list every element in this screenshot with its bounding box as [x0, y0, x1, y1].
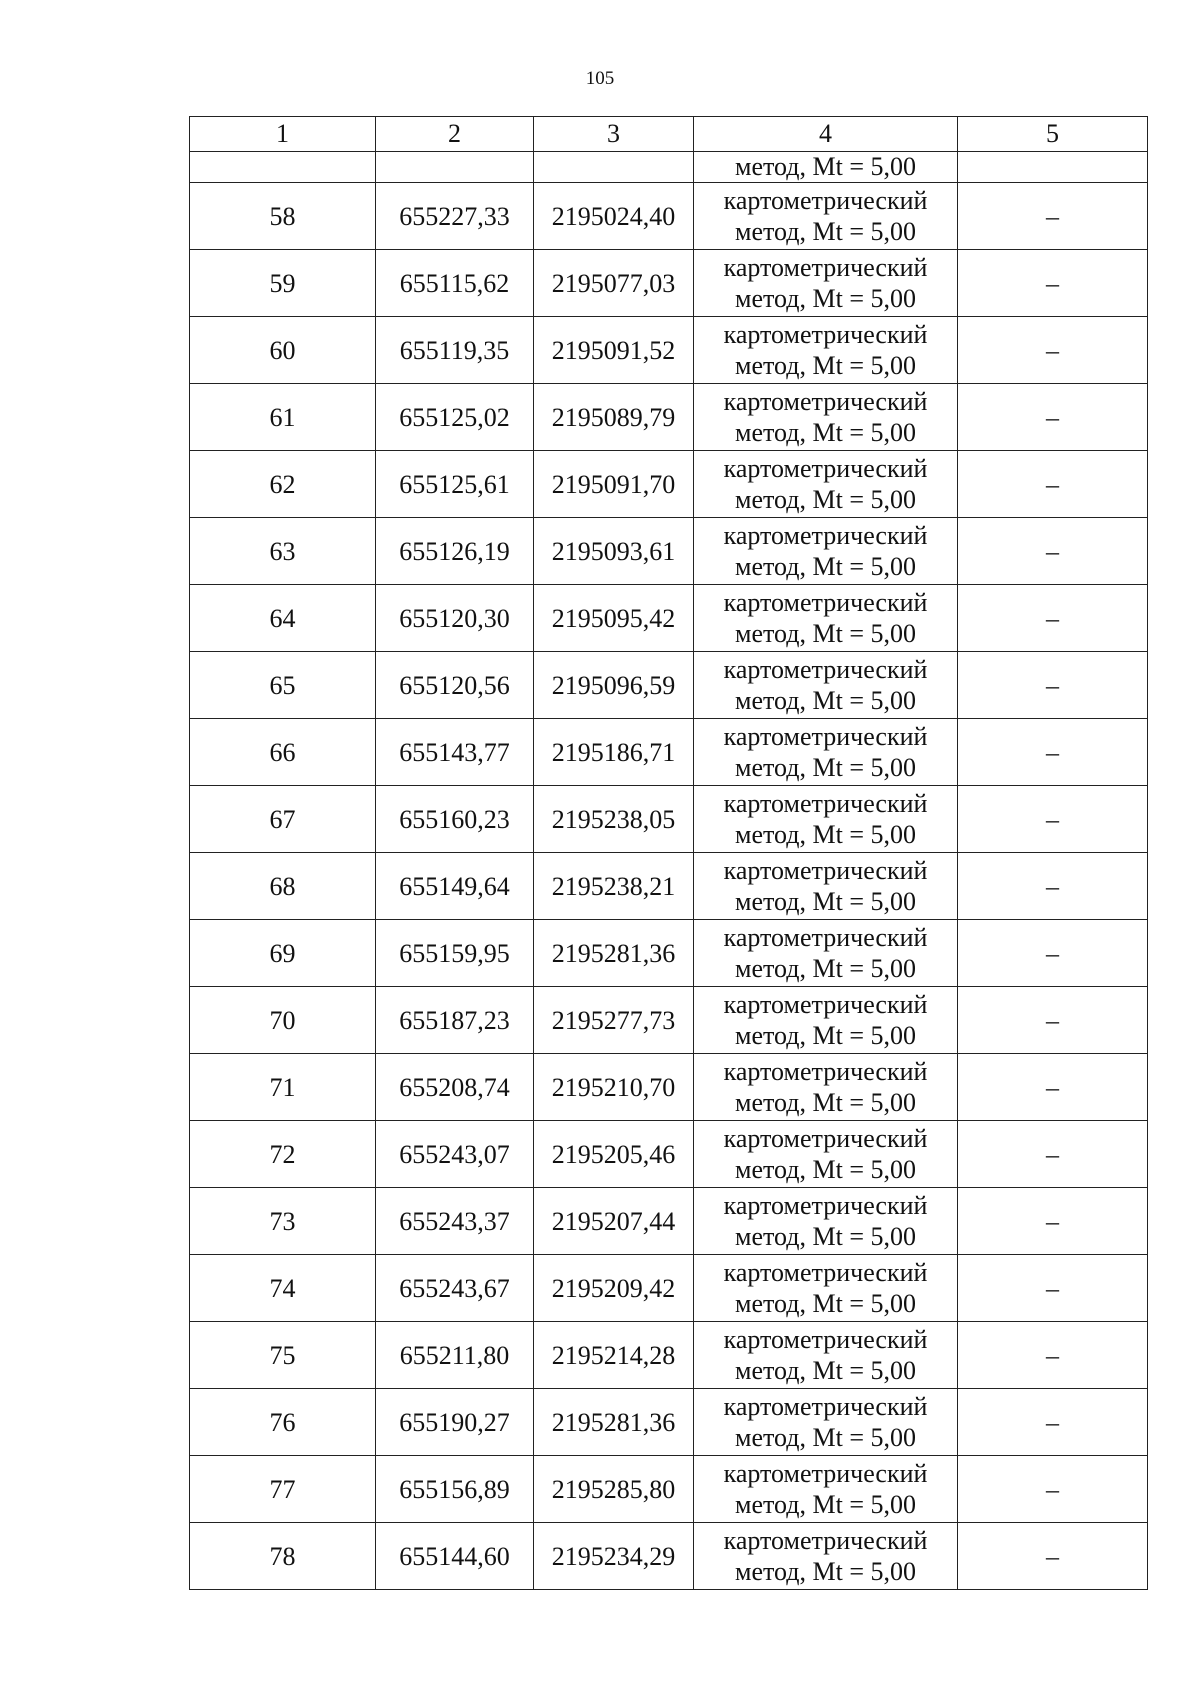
- method-line-1: картометрический: [723, 1124, 928, 1153]
- cell-col-5: –: [958, 1054, 1148, 1121]
- cell-col-5: –: [958, 853, 1148, 920]
- cell-method: [694, 1523, 958, 1590]
- cell-col-5: –: [958, 1188, 1148, 1255]
- cell-point-number: 75: [190, 1322, 376, 1389]
- cell-y-coordinate: 2195285,80: [534, 1456, 694, 1523]
- continuation-row: [190, 152, 1148, 183]
- cell-point-number: 73: [190, 1188, 376, 1255]
- cell-method: [694, 652, 958, 719]
- cell-y-coordinate: [534, 152, 694, 183]
- cell-x-coordinate: 655156,89: [376, 1456, 534, 1523]
- method-line-1: картометрический: [723, 923, 928, 952]
- cell-method: [694, 1188, 958, 1255]
- method-line-2: метод, Mt = 5,00: [735, 686, 916, 715]
- cell-x-coordinate: 655143,77: [376, 719, 534, 786]
- method-line-2: метод, Mt = 5,00: [735, 887, 916, 916]
- cell-y-coordinate: 2195234,29: [534, 1523, 694, 1590]
- cell-col-5: –: [958, 1389, 1148, 1456]
- cell-col-5: –: [958, 518, 1148, 585]
- cell-col-5: –: [958, 384, 1148, 451]
- cell-method: [694, 786, 958, 853]
- method-line-1: картометрический: [723, 186, 928, 215]
- cell-x-coordinate: 655125,61: [376, 451, 534, 518]
- header-col-3: 3: [534, 117, 694, 152]
- table-row: [190, 853, 1148, 920]
- cell-y-coordinate: 2195209,42: [534, 1255, 694, 1322]
- method-line-2: метод, Mt = 5,00: [735, 954, 916, 983]
- cell-y-coordinate: 2195214,28: [534, 1322, 694, 1389]
- table-row: [190, 1255, 1148, 1322]
- table-row: [190, 585, 1148, 652]
- cell-method: [694, 1322, 958, 1389]
- table-row: [190, 920, 1148, 987]
- cell-method: [694, 1255, 958, 1322]
- cell-x-coordinate: 655120,56: [376, 652, 534, 719]
- table-row: [190, 1322, 1148, 1389]
- method-line-1: картометрический: [723, 655, 928, 684]
- coordinates-table: [189, 116, 1148, 1590]
- cell-point-number: 60: [190, 317, 376, 384]
- method-line-2: метод, Mt = 5,00: [735, 217, 916, 246]
- table-row: [190, 250, 1148, 317]
- cell-method: [694, 853, 958, 920]
- table-row: [190, 1188, 1148, 1255]
- cell-point-number: 67: [190, 786, 376, 853]
- method-line-2: метод, Mt = 5,00: [735, 1155, 916, 1184]
- method-line-2: метод, Mt = 5,00: [735, 284, 916, 313]
- header-col-4: 4: [694, 117, 958, 152]
- cell-method: [694, 1054, 958, 1121]
- method-line-1: картометрический: [723, 1191, 928, 1220]
- page-number: 105: [585, 68, 615, 89]
- method-line-1: картометрический: [723, 454, 928, 483]
- cell-x-coordinate: 655227,33: [376, 183, 534, 250]
- cell-y-coordinate: 2195096,59: [534, 652, 694, 719]
- cell-method: [694, 384, 958, 451]
- method-line-2: метод, Mt = 5,00: [735, 351, 916, 380]
- table-row: [190, 1121, 1148, 1188]
- cell-col-5: –: [958, 585, 1148, 652]
- cell-point-number: 74: [190, 1255, 376, 1322]
- method-line-1: картометрический: [723, 1392, 928, 1421]
- cell-col-5: –: [958, 786, 1148, 853]
- method-line-2: метод, Mt = 5,00: [735, 619, 916, 648]
- cell-method: [694, 183, 958, 250]
- cell-point-number: 58: [190, 183, 376, 250]
- cell-col-5: –: [958, 250, 1148, 317]
- cell-col-5: –: [958, 652, 1148, 719]
- cell-col-5: –: [958, 1322, 1148, 1389]
- cell-y-coordinate: 2195281,36: [534, 1389, 694, 1456]
- table-header: [190, 117, 1148, 152]
- table-row: [190, 1523, 1148, 1590]
- method-line-1: картометрический: [723, 320, 928, 349]
- cell-point-number: 61: [190, 384, 376, 451]
- method-line-1: картометрический: [723, 1459, 928, 1488]
- table-row: [190, 518, 1148, 585]
- method-line-1: картометрический: [723, 1325, 928, 1354]
- cell-point-number: 77: [190, 1456, 376, 1523]
- cell-method: [694, 1456, 958, 1523]
- cell-point-number: 68: [190, 853, 376, 920]
- cell-x-coordinate: 655208,74: [376, 1054, 534, 1121]
- table-row: [190, 987, 1148, 1054]
- cell-method: метод, Mt = 5,00: [694, 152, 958, 183]
- cell-col-5: –: [958, 451, 1148, 518]
- cell-y-coordinate: 2195238,05: [534, 786, 694, 853]
- method-line-2: метод, Mt = 5,00: [735, 1088, 916, 1117]
- method-line-2: метод, Mt = 5,00: [735, 1021, 916, 1050]
- cell-col-5: –: [958, 920, 1148, 987]
- table-row: [190, 1456, 1148, 1523]
- cell-col-5: –: [958, 1121, 1148, 1188]
- method-line-1: картометрический: [723, 856, 928, 885]
- cell-method: [694, 1389, 958, 1456]
- cell-method: [694, 250, 958, 317]
- table-row: [190, 1054, 1148, 1121]
- cell-method: [694, 585, 958, 652]
- cell-y-coordinate: 2195091,52: [534, 317, 694, 384]
- method-line-1: картометрический: [723, 387, 928, 416]
- table-row: [190, 652, 1148, 719]
- header-col-5: 5: [958, 117, 1148, 152]
- table-row: [190, 719, 1148, 786]
- table-row: [190, 786, 1148, 853]
- cell-method: [694, 518, 958, 585]
- cell-x-coordinate: 655144,60: [376, 1523, 534, 1590]
- method-line-2: метод, Mt = 5,00: [735, 485, 916, 514]
- cell-point-number: 66: [190, 719, 376, 786]
- cell-point-number: 59: [190, 250, 376, 317]
- method-line-2: метод, Mt = 5,00: [735, 418, 916, 447]
- cell-x-coordinate: 655149,64: [376, 853, 534, 920]
- cell-col-5: –: [958, 987, 1148, 1054]
- method-line-1: картометрический: [723, 722, 928, 751]
- cell-y-coordinate: 2195091,70: [534, 451, 694, 518]
- cell-y-coordinate: 2195277,73: [534, 987, 694, 1054]
- header-row: [190, 117, 1148, 152]
- table-row: [190, 183, 1148, 250]
- cell-method: [694, 920, 958, 987]
- cell-point-number: 62: [190, 451, 376, 518]
- cell-x-coordinate: 655243,07: [376, 1121, 534, 1188]
- cell-y-coordinate: 2195210,70: [534, 1054, 694, 1121]
- cell-y-coordinate: 2195089,79: [534, 384, 694, 451]
- method-line-1: картометрический: [723, 521, 928, 550]
- cell-x-coordinate: 655243,67: [376, 1255, 534, 1322]
- method-line-2: метод, Mt = 5,00: [735, 1222, 916, 1251]
- cell-point-number: 70: [190, 987, 376, 1054]
- table-row: [190, 1389, 1148, 1456]
- method-line-1: картометрический: [723, 789, 928, 818]
- cell-x-coordinate: 655187,23: [376, 987, 534, 1054]
- cell-col-5: –: [958, 1255, 1148, 1322]
- cell-method: [694, 987, 958, 1054]
- cell-y-coordinate: 2195095,42: [534, 585, 694, 652]
- method-line-2: метод, Mt = 5,00: [735, 753, 916, 782]
- cell-col-5: –: [958, 317, 1148, 384]
- method-line-1: картометрический: [723, 1526, 928, 1555]
- method-line-2: метод, Mt = 5,00: [735, 820, 916, 849]
- cell-col-5: –: [958, 1456, 1148, 1523]
- method-line-1: картометрический: [723, 588, 928, 617]
- cell-y-coordinate: 2195024,40: [534, 183, 694, 250]
- cell-y-coordinate: 2195186,71: [534, 719, 694, 786]
- table-body: [190, 152, 1148, 1590]
- method-line-1: картометрический: [723, 1057, 928, 1086]
- cell-x-coordinate: 655160,23: [376, 786, 534, 853]
- table-row: [190, 451, 1148, 518]
- cell-x-coordinate: 655159,95: [376, 920, 534, 987]
- method-line-2: метод, Mt = 5,00: [735, 1289, 916, 1318]
- method-line-2: метод, Mt = 5,00: [735, 1490, 916, 1519]
- header-col-2: 2: [376, 117, 534, 152]
- cell-col-5: –: [958, 1523, 1148, 1590]
- method-line-2: метод, Mt = 5,00: [735, 1557, 916, 1586]
- cell-point-number: 72: [190, 1121, 376, 1188]
- method-line-2: метод, Mt = 5,00: [735, 552, 916, 581]
- cell-col-5: [958, 152, 1148, 183]
- cell-col-5: –: [958, 183, 1148, 250]
- cell-x-coordinate: 655211,80: [376, 1322, 534, 1389]
- cell-point-number: 64: [190, 585, 376, 652]
- method-line-1: картометрический: [723, 990, 928, 1019]
- cell-x-coordinate: [376, 152, 534, 183]
- cell-point-number: 78: [190, 1523, 376, 1590]
- cell-point-number: 63: [190, 518, 376, 585]
- method-line-1: картометрический: [723, 253, 928, 282]
- cell-method: [694, 719, 958, 786]
- table-row: [190, 384, 1148, 451]
- cell-point-number: 65: [190, 652, 376, 719]
- cell-x-coordinate: 655115,62: [376, 250, 534, 317]
- cell-y-coordinate: 2195077,03: [534, 250, 694, 317]
- method-line-2: метод, Mt = 5,00: [735, 1356, 916, 1385]
- table-row: [190, 317, 1148, 384]
- cell-method: [694, 317, 958, 384]
- header-col-1: 1: [190, 117, 376, 152]
- cell-y-coordinate: 2195281,36: [534, 920, 694, 987]
- cell-x-coordinate: 655119,35: [376, 317, 534, 384]
- cell-method: [694, 1121, 958, 1188]
- cell-method: [694, 451, 958, 518]
- cell-point-number: 69: [190, 920, 376, 987]
- cell-x-coordinate: 655120,30: [376, 585, 534, 652]
- cell-point-number: 71: [190, 1054, 376, 1121]
- cell-x-coordinate: 655125,02: [376, 384, 534, 451]
- method-line-2: метод, Mt = 5,00: [735, 1423, 916, 1452]
- method-line-1: картометрический: [723, 1258, 928, 1287]
- cell-x-coordinate: 655190,27: [376, 1389, 534, 1456]
- cell-y-coordinate: 2195205,46: [534, 1121, 694, 1188]
- cell-y-coordinate: 2195238,21: [534, 853, 694, 920]
- cell-x-coordinate: 655126,19: [376, 518, 534, 585]
- cell-x-coordinate: 655243,37: [376, 1188, 534, 1255]
- cell-y-coordinate: 2195207,44: [534, 1188, 694, 1255]
- cell-point-number: 76: [190, 1389, 376, 1456]
- cell-col-5: –: [958, 719, 1148, 786]
- cell-y-coordinate: 2195093,61: [534, 518, 694, 585]
- cell-point-number: [190, 152, 376, 183]
